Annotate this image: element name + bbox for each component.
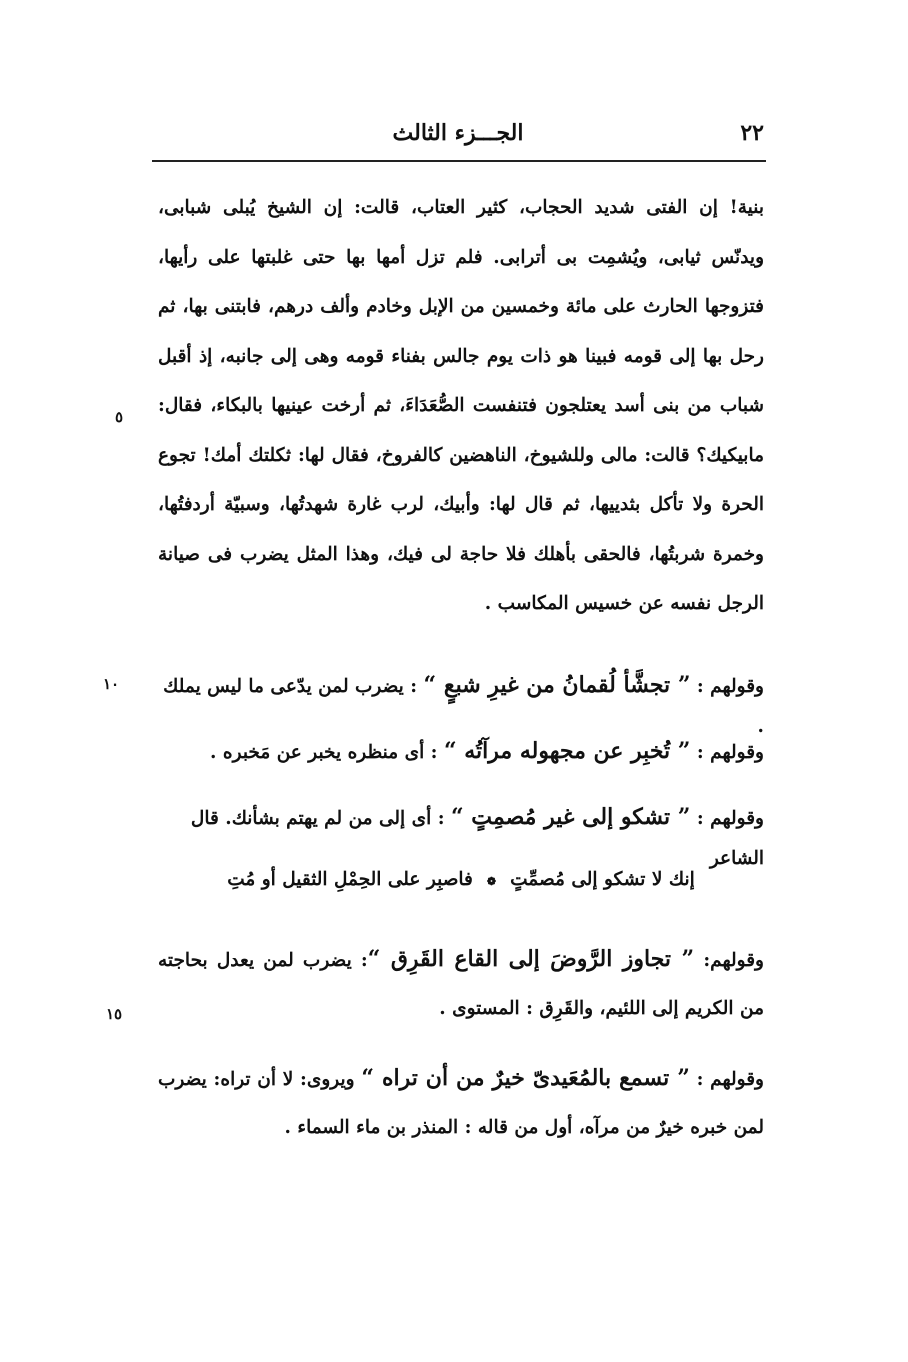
entry-lead: وقولهم : — [690, 808, 764, 829]
entry-explanation: ويروى: لا أن تراه: يضرب لمن خبره خيرٌ من مرآه، أول من قاله : المنذر بن ماء السماء . — [158, 1069, 764, 1138]
header-rule — [152, 160, 766, 162]
page-number: ٢٢ — [740, 120, 764, 146]
verse-separator-ornament: ❁ — [486, 875, 497, 888]
verse-second-hemistich: فاصبِر على الحِمْلِ الثقيل أو مُتِ — [227, 869, 473, 890]
entry-lead: وقولهم : — [689, 1069, 764, 1090]
verse-first-hemistich: إنك لا تشكو إلى مُصمِّتٍ — [510, 869, 695, 890]
proverb-entry-4 — [158, 935, 764, 1033]
entry-explanation: : يضرب لمن يعدل بحاجته من الكريم إلى اللئيم، والقَرِق : المستوى . — [158, 950, 764, 1019]
proverb-quote: ” تسمع بالمُعَيدىّ خيرٌ من أن تراه “ — [361, 1065, 690, 1091]
entry-explanation: : أى إلى من لم يهتم بشأنك. قال الشاعر — [190, 808, 764, 869]
page-header — [152, 112, 764, 156]
proverb-quote: ” تجاوز الرَّوضَ إلى القاع القَرِق “ — [367, 946, 695, 972]
entry-lead: وقولهم: — [694, 950, 764, 971]
running-head: الجـــزء الثالث — [392, 120, 524, 146]
entry-explanation: : يضرب لمن يدّعى ما ليس يملك . — [163, 676, 764, 737]
line-number-15: ١٥ — [106, 1005, 123, 1023]
proverb-quote: ” تشكو إلى غير مُصمِتٍ “ — [450, 804, 691, 830]
line-number-5: ٥ — [115, 408, 124, 426]
entry-explanation: : أى منظره يخبر عن مَخبره . — [210, 742, 444, 763]
line-number-10: ١٠ — [103, 675, 120, 693]
proverb-entry-2 — [158, 731, 764, 773]
entry-lead: وقولهم : — [690, 676, 764, 697]
proverb-entry-5 — [158, 1054, 764, 1152]
paragraph-1: بنية! إن الفتى شديد الحجاب، كثير العتاب، قالت: إن الشيخ يُبلى شبابى، ويدنّس ثيابى، ويُشمِت بى أترابى. فلم تزل أمها بها حتى غلبتها على رأيها، فتزوجها الحارث على مائة وخمسين من الإبل وخادم وألف درهم، فابتنى بها، ثم رحل بها إلى قومه فبينا هو ذات يوم جالس بفناء قومه وهى إلى جانبه، إذ أقبل شباب من بنى أسد يعتلجون فتنفست الصُّعَدَاءَ، ثم أرخت عينيها بالبكاء، فقال: مابيكيك؟ قالت: مالى وللشيوخ، الناهضين كالفروخ، فقال لها: ثكلتك أمك! تجوع الحرة ولا تأكل بثدييها، ثم قال لها: وأبيك، لرب غارة شهدتُها، وسبيّة أردفتُها، وخمرة شربتُها، فالحقى بأهلك فلا حاجة لى فيك، وهذا المثل يضرب فى صيانة الرجل نفسه عن خسيس المكاسب . — [158, 197, 764, 614]
proverb-quote: ” تجشَّأ لُقمانُ من غيرِ شبعٍ “ — [423, 672, 691, 698]
entry-lead: وقولهم : — [690, 742, 764, 763]
poetry-verse — [158, 860, 764, 902]
proverb-quote: ” تُخبِر عن مجهوله مرآتُه “ — [443, 738, 691, 764]
